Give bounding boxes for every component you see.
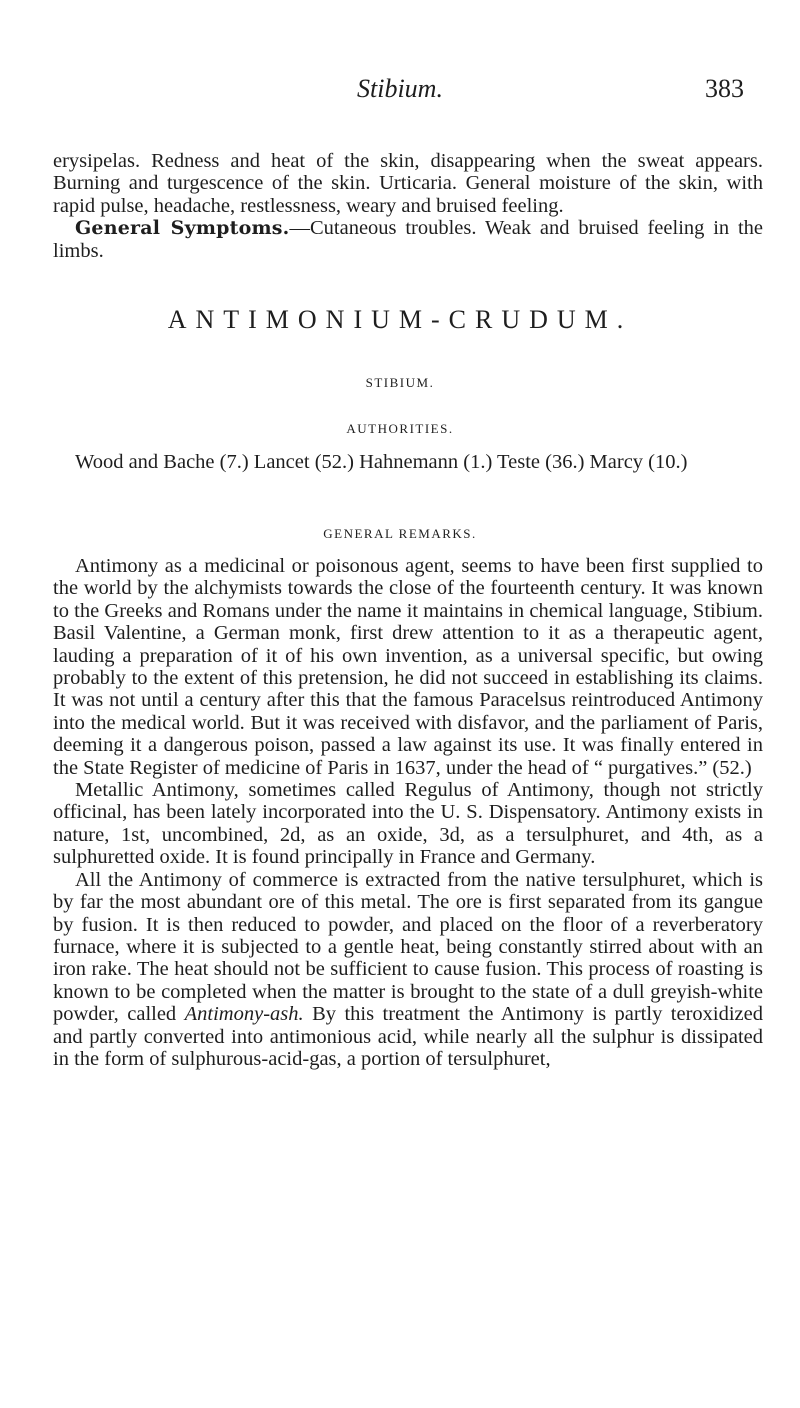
general-remarks-heading: GENERAL REMARKS. bbox=[323, 526, 477, 541]
remedy-subtitle: STIBIUM. bbox=[365, 375, 435, 390]
general-remarks-section bbox=[53, 555, 763, 1070]
general-symptoms-paragraph bbox=[53, 217, 763, 262]
remarks-paragraph-3-start: All the Antimony of commerce is extracted from the native tersulphuret, which is by far the most abundant ore of this metal. The ore is first separated from its gangue by fusion. It is then reduced to powder, and placed on the floor of a reverberatory furnace, where it is subjected to a gentle heat, being constantly stirred about with an iron rake. The heat should not be sufficient to cause fusion. This process of roasting is known to be completed when the matter is brought to the state of a dull greyish-white powder, called bbox=[53, 868, 763, 1026]
remarks-paragraph-2: Metallic Antimony, sometimes called Regulus of Antimony, though not strictly officinal, has been lately incorporated into the U. S. Dispensatory. Antimony exists in nature, 1st, uncombined, 2d, as an oxide, 3d, as a tersulphuret, and 4th, as a sulphuretted oxide. It is found principally in France and Germany. bbox=[53, 779, 763, 869]
general-symptoms-lead: General Symptoms. bbox=[75, 217, 290, 240]
remedy-title: ANTIMONIUM-CRUDUM. bbox=[167, 305, 633, 334]
authorities-section bbox=[53, 451, 763, 473]
intro-paragraph: erysipelas. Redness and heat of the skin, disappearing when the sweat appears. Burning and turgescence of the skin. Urticaria. General moisture of the skin, with rapid pulse, headache, restlessness, weary and bruised feeling. bbox=[53, 150, 763, 217]
page-header bbox=[0, 70, 800, 110]
general-symptoms-text: —Cutaneous troubles. Weak and bruised feeling in the limbs. bbox=[53, 217, 763, 262]
authorities-text: Wood and Bache (7.) Lancet (52.) Hahnemann (1.) Teste (36.) Marcy (10.) bbox=[75, 451, 688, 473]
remarks-paragraph-1: Antimony as a medicinal or poisonous agent, seems to have been first supplied to the world by the alchymists towards the close of the fourteenth century. It was known to the Greeks and Romans under the name it maintains in chemical language, Stibium. Basil Valentine, a German monk, first drew attention to it as a therapeutic agent, lauding a preparation of it of his own invention, as a universal specific, but owing probably to the extent of this pretension, he did not succeed in establishing its claims. It was not until a century after this that the famous Paracelsus reintroduced Antimony into the medical world. But it was received with disfavor, and the parliament of Paris, deeming it a dangerous poison, passed a law against its use. It was finally entered in the State Register of medicine of Paris in 1637, under the head of “ purgatives.” (52.) bbox=[53, 555, 763, 779]
remarks-paragraph-3 bbox=[53, 869, 763, 1071]
remarks-paragraph-3-end: By this treatment the Antimony is partly teroxidized and partly converted into antimonious acid, while nearly all the sulphur is dissipated in the form of sulphurous-acid-gas, a portion of tersulphuret, bbox=[53, 1003, 763, 1070]
running-title: Stibium. bbox=[357, 74, 443, 103]
intro-section bbox=[53, 150, 763, 262]
page-number: 383 bbox=[705, 74, 744, 103]
antimony-ash-term: Antimony-ash. bbox=[184, 1003, 304, 1026]
authorities-heading: AUTHORITIES. bbox=[346, 421, 454, 436]
